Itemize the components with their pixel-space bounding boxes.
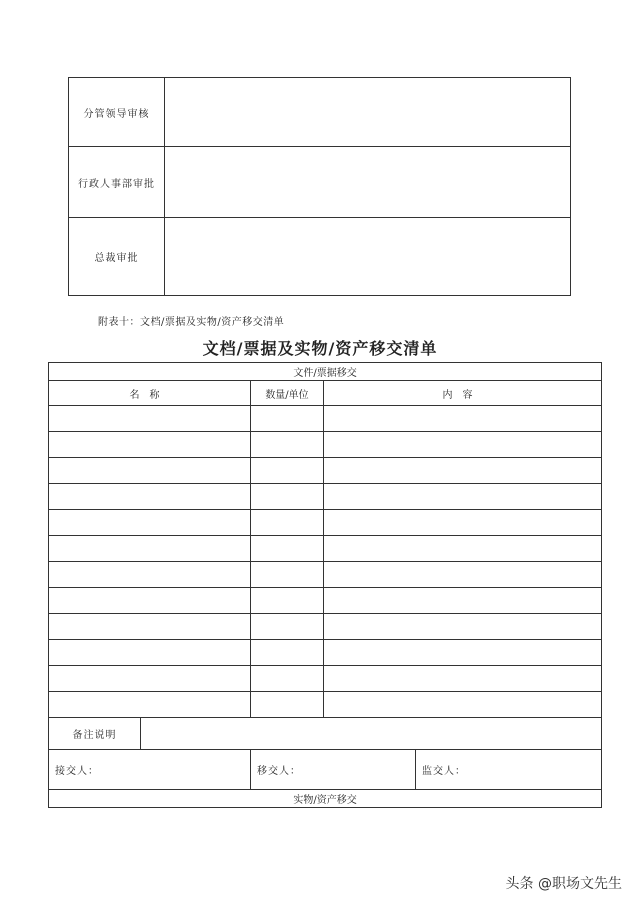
cell-content[interactable] [324,614,602,640]
cell-name[interactable] [49,484,251,510]
cell-qty-unit[interactable] [251,484,324,510]
cell-content[interactable] [324,510,602,536]
column-header-name: 名称 [49,381,251,406]
approval-label-manager: 分管领导审核 [69,78,165,147]
cell-qty-unit[interactable] [251,614,324,640]
cell-name[interactable] [49,458,251,484]
section-documents-heading: 文件/票据移交 [49,363,602,381]
approval-label-hr: 行政人事部审批 [69,147,165,218]
cell-name[interactable] [49,562,251,588]
column-header-content: 内容 [324,381,602,406]
cell-content[interactable] [324,484,602,510]
cell-name[interactable] [49,536,251,562]
cell-content[interactable] [324,562,602,588]
cell-name[interactable] [49,432,251,458]
cell-content[interactable] [324,458,602,484]
cell-qty-unit[interactable] [251,640,324,666]
cell-name[interactable] [49,588,251,614]
watermark: 头条 @职场文先生 [505,876,622,892]
cell-name[interactable] [49,510,251,536]
cell-qty-unit[interactable] [251,692,324,718]
approval-field-hr[interactable] [165,147,571,218]
table-row [49,484,602,510]
approval-field-ceo[interactable] [165,218,571,296]
table-row [49,562,602,588]
handover-signature[interactable]: 移交人： [251,750,416,790]
cell-name[interactable] [49,666,251,692]
table-row [49,432,602,458]
cell-qty-unit[interactable] [251,432,324,458]
table-row [49,458,602,484]
table-row [49,510,602,536]
table-row [49,666,602,692]
cell-qty-unit[interactable] [251,588,324,614]
remarks-label: 备注说明 [49,718,141,750]
cell-qty-unit[interactable] [251,458,324,484]
section-assets-heading: 实物/资产移交 [49,790,602,808]
table-row [49,536,602,562]
approval-table [68,77,571,296]
receiver-signature[interactable]: 接交人： [49,750,251,790]
table-row [49,588,602,614]
appendix-label: 附表十：文档/票据及实物/资产移交清单 [98,317,285,328]
cell-qty-unit[interactable] [251,666,324,692]
supervisor-signature[interactable]: 监交人： [416,750,602,790]
cell-qty-unit[interactable] [251,510,324,536]
cell-name[interactable] [49,614,251,640]
cell-content[interactable] [324,406,602,432]
approval-label-ceo: 总裁审批 [69,218,165,296]
cell-content[interactable] [324,536,602,562]
cell-content[interactable] [324,666,602,692]
cell-content[interactable] [324,588,602,614]
cell-content[interactable] [324,432,602,458]
cell-qty-unit[interactable] [251,536,324,562]
cell-qty-unit[interactable] [251,406,324,432]
page-title: 文档/票据及实物/资产移交清单 [202,339,438,358]
cell-name[interactable] [49,406,251,432]
handover-table [48,362,602,808]
cell-name[interactable] [49,692,251,718]
remarks-field[interactable] [141,718,602,750]
table-row [49,614,602,640]
cell-content[interactable] [324,692,602,718]
table-body [49,406,602,718]
column-header-qty-unit: 数量/单位 [251,381,324,406]
approval-field-manager[interactable] [165,78,571,147]
table-row [49,406,602,432]
table-row [49,640,602,666]
cell-name[interactable] [49,640,251,666]
cell-qty-unit[interactable] [251,562,324,588]
cell-content[interactable] [324,640,602,666]
table-row [49,692,602,718]
